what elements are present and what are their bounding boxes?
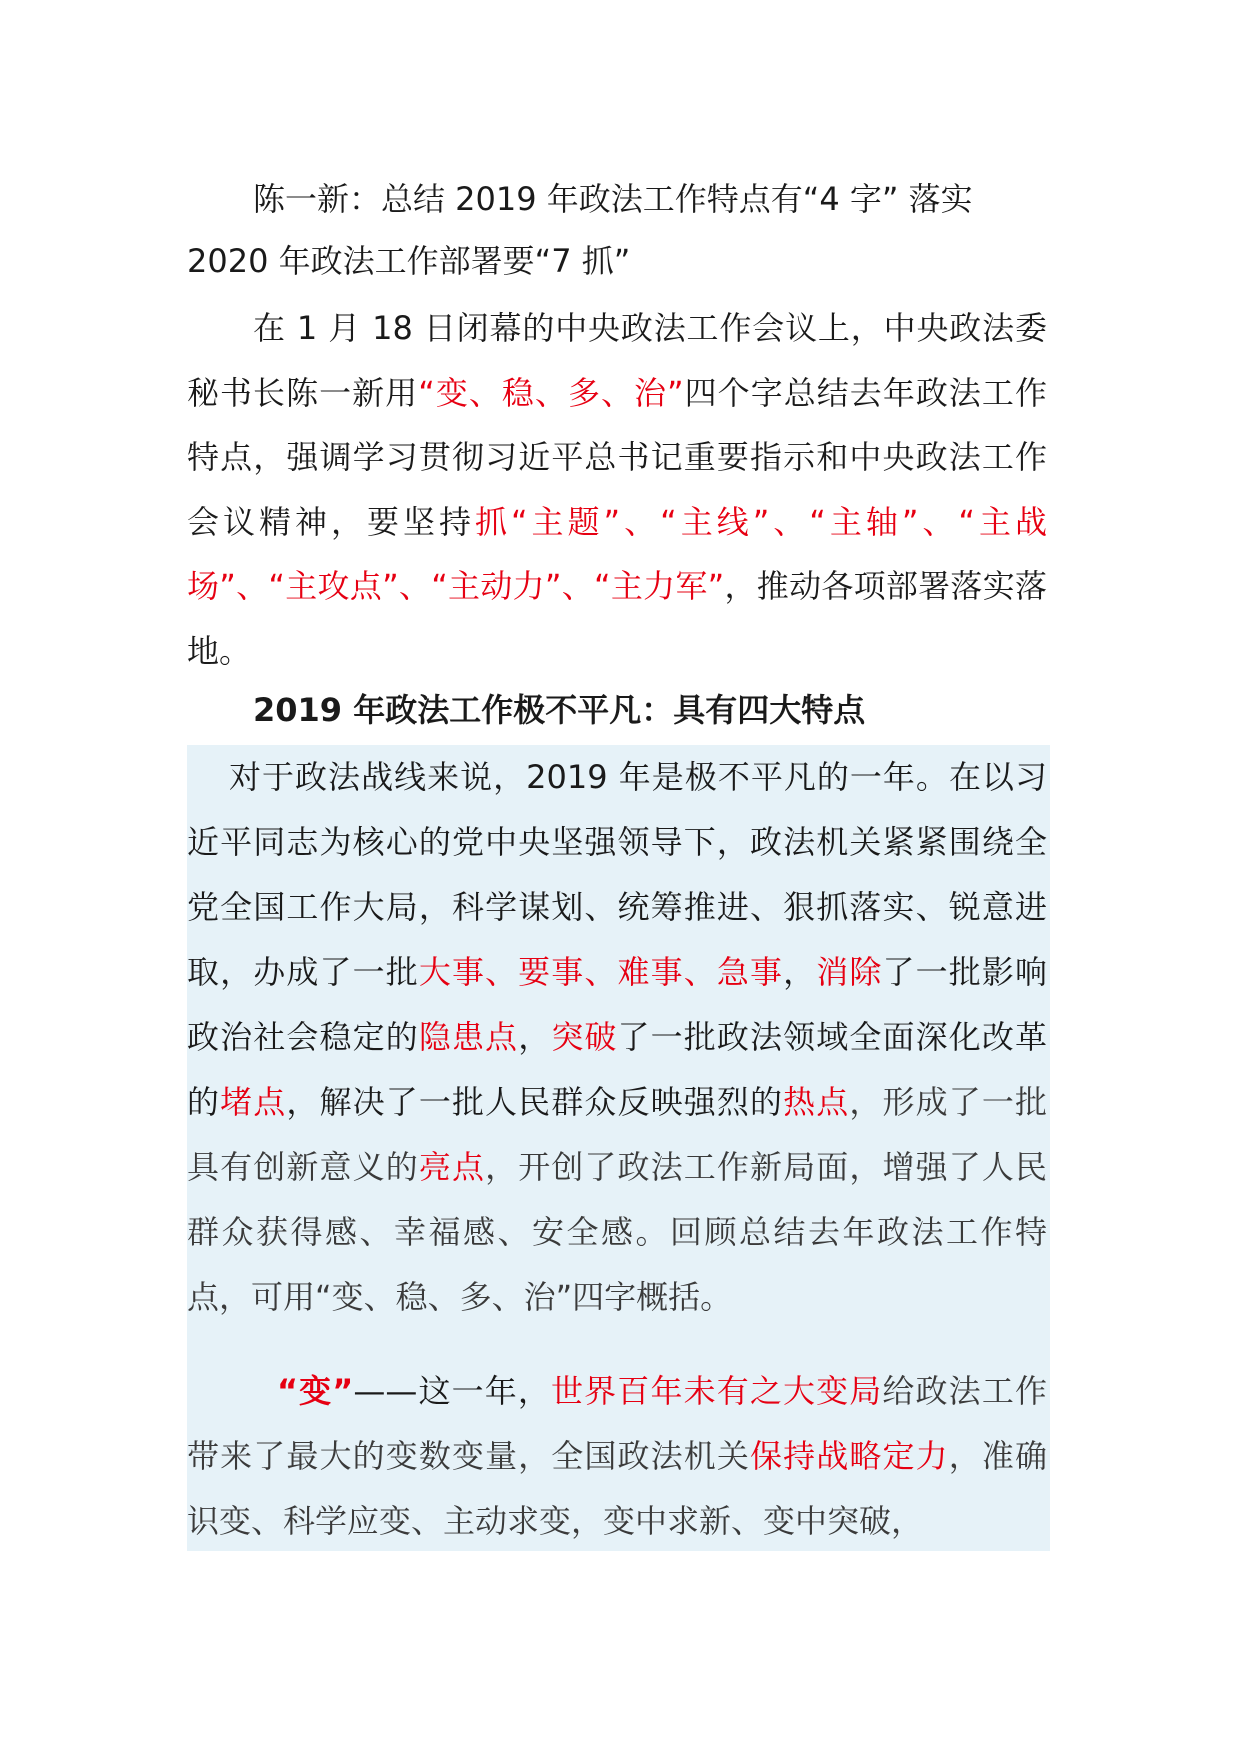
intro-highlight-seven-grabs: 抓“主题”、“主线”、“主轴”、“主战场”、“主攻点”、“主动力”、“主力军” bbox=[187, 502, 1047, 605]
intro-text-1: 在 1 月 18 日闭幕的中央政法工作会议上，中央政法委秘书长陈一新用 bbox=[187, 309, 1047, 412]
para2-text-1: ——这一年， bbox=[353, 1372, 552, 1410]
article-title bbox=[187, 168, 1047, 292]
para2-text-2: 给政法工作带来了最大的变数变量，全国政法机关 bbox=[187, 1372, 1047, 1475]
para1-text-5: 了一批政法领域全面深化改革的 bbox=[187, 1018, 1047, 1121]
para2-highlight-great-change: 世界百年未有之大变局 bbox=[551, 1372, 883, 1410]
para1-highlight-blocking-points: 堵点 bbox=[220, 1083, 287, 1121]
para1-highlight-breakthrough: 突破 bbox=[551, 1018, 618, 1056]
para2-highlight-strategic-focus: 保持战略定力 bbox=[750, 1437, 949, 1475]
para1-highlight-eliminate: 消除 bbox=[816, 953, 883, 991]
intro-paragraph bbox=[187, 296, 1047, 683]
para1-text-3: 了一批影响政治社会稳定的 bbox=[187, 953, 1047, 1056]
para1-text-8: ，开创了政法工作新局面，增强了人民群众获得感、幸福感、安全感。回顾总结去年政法工作特点，可用“变、稳、多、治”四字概括。 bbox=[187, 1148, 1047, 1316]
para1-text-4: ， bbox=[518, 1018, 552, 1056]
summary-paragraph bbox=[187, 745, 1047, 1330]
intro-text-2: 四个字总结去年政法工作特点，强调学习贯彻习近平总书记重要指示和中央政法工作会议精神，要坚持 bbox=[187, 373, 1047, 541]
intro-text-3: ，推动各项部署落实落地。 bbox=[187, 567, 1047, 670]
intro-highlight-four-words: “变、稳、多、治” bbox=[418, 373, 684, 412]
para1-text-1: 对于政法战线来说，2019 年是极不平凡的一年。在以习近平同志为核心的党中央坚强领导下，政法机关紧紧围绕全党全国工作大局，科学谋划、统筹推进、狠抓落实、锐意进取，办成了一批 bbox=[187, 758, 1047, 991]
para2-text-3: ，准确识变、科学应变、主动求变，变中求新、变中突破， bbox=[187, 1437, 1047, 1540]
para1-highlight-hazard-points: 隐患点 bbox=[418, 1018, 519, 1056]
title-line-1: 陈一新：总结 2019 年政法工作特点有“4 字” 落实 bbox=[253, 180, 973, 218]
para1-highlight-hot-points: 热点 bbox=[783, 1083, 850, 1121]
title-line-2: 2020 年政法工作部署要“7 抓” bbox=[187, 242, 631, 280]
para1-highlight-events: 大事、要事、难事、急事 bbox=[418, 953, 784, 991]
para1-text-7: ，形成了一批具有创新意义的 bbox=[187, 1083, 1047, 1186]
section-subheading: 2019 年政法工作极不平凡：具有四大特点 bbox=[253, 691, 866, 729]
change-paragraph bbox=[187, 1359, 1047, 1554]
para2-keyword-change: “变” bbox=[277, 1372, 354, 1410]
para1-text-6: ，解决了一批人民群众反映强烈的 bbox=[286, 1083, 784, 1121]
para1-text-2: ， bbox=[783, 953, 817, 991]
para1-highlight-bright-points: 亮点 bbox=[418, 1148, 486, 1186]
